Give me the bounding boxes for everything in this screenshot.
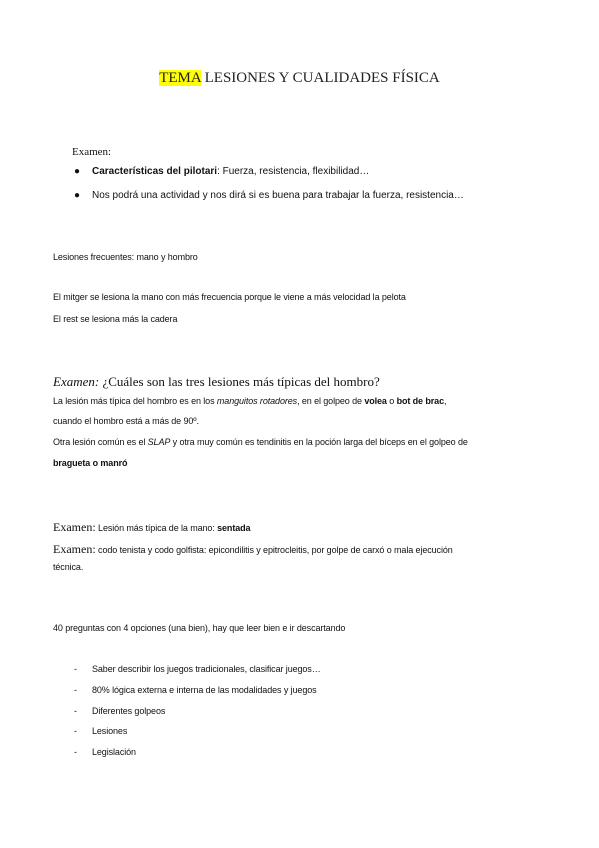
- list-item: - Saber describir los juegos tradicionales, clasificar juegos…: [74, 664, 321, 674]
- mitger-line: El mitger se lesiona la mano con más frecuencia porque le viene a más velocidad la pelota: [53, 292, 406, 302]
- codo-line-1: Examen: codo tenista y codo golfista: epicondilitis y epitrocleitis, por golpe de carxó o mala ejecución: [53, 542, 453, 556]
- lesiones-frecuentes: Lesiones frecuentes: mano y hombro: [53, 252, 198, 262]
- bullet-text: Nos podrá una actividad y nos dirá si es buena para trabajar la fuerza, resistencia…: [92, 190, 464, 201]
- question-heading: Examen: ¿Cuáles son las tres lesiones más típicas del hombro?: [53, 374, 380, 389]
- rest-line: El rest se lesiona más la cadera: [53, 314, 178, 324]
- title-rest: LESIONES Y CUALIDADES FÍSICA: [200, 70, 440, 86]
- title-highlight: TEMA: [159, 70, 201, 86]
- list-item: - Legislación: [74, 747, 136, 757]
- answer-line-4: bragueta o manró: [53, 458, 128, 468]
- bullet-dot-icon: ●: [74, 190, 81, 201]
- codo-line-2: técnica.: [53, 562, 84, 572]
- preguntas-line: 40 preguntas con 4 opciones (una bien), hay que leer bien e ir descartando: [53, 623, 346, 633]
- list-item: - 80% lógica externa e interna de las modalidades y juegos: [74, 685, 317, 695]
- page-title: [0, 70, 599, 87]
- bullet-item: [74, 166, 534, 180]
- examen-heading: Examen:: [72, 146, 112, 158]
- list-item: - Lesiones: [74, 726, 128, 736]
- mano-line: Examen: Lesión más típica de la mano: sentada: [53, 520, 251, 534]
- bullet-dot-icon: ●: [74, 166, 81, 177]
- list-item: - Diferentes golpeos: [74, 706, 166, 716]
- bullet-text: Características del pilotari: Fuerza, resistencia, flexibilidad…: [92, 166, 370, 177]
- answer-line-3: Otra lesión común es el SLAP y otra muy común es tendinitis en la poción larga del bíceps en el golpeo de: [53, 437, 468, 447]
- answer-line-1: La lesión más típica del hombro es en los manguitos rotadores, en el golpeo de volea o bot de brac,: [53, 396, 447, 406]
- bullet-item: [74, 190, 534, 204]
- answer-line-2: cuando el hombro está a más de 90º.: [53, 416, 199, 426]
